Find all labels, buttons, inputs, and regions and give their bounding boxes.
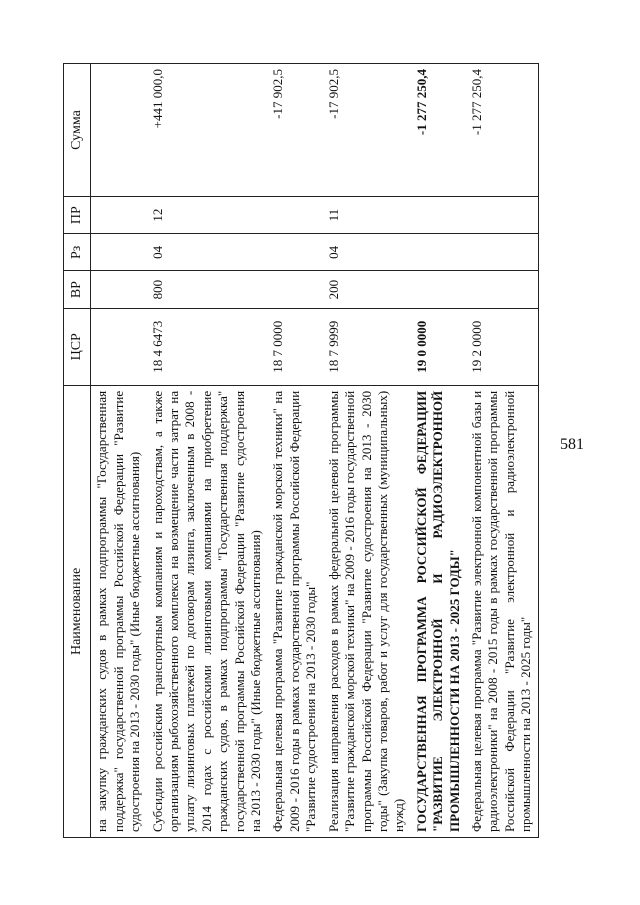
page-number: 581 xyxy=(560,436,584,453)
row-csr: 19 2 0000 xyxy=(466,308,538,385)
row-vr xyxy=(411,271,466,308)
row-pr xyxy=(91,197,147,234)
row-rz xyxy=(91,234,147,271)
header-vr: ВР xyxy=(64,271,91,308)
row-name: Федеральная целевая программа "Развитие электронной компонентной базы и радиоэлектроники" на 2008 - 2015 годы в рамках государственной программы Российской Федерации "Развитие электронной и радиоэлектронной промышленности на 2013 - 2025 годы" xyxy=(466,385,538,837)
row-rz xyxy=(466,234,538,271)
row-name: Федеральная целевая программа "Развитие гражданской морской техники" на 2009 - 2016 годы в рамках государственной программы Российской Федерации "Развитие судостроения на 2013 - 2030 годы" xyxy=(267,385,322,837)
row-vr xyxy=(466,271,538,308)
row-csr: 18 4 6473 xyxy=(147,308,268,385)
row-name: ГОСУДАРСТВЕННАЯ ПРОГРАММА РОССИЙСКОЙ ФЕДЕРАЦИИ "РАЗВИТИЕ ЭЛЕКТРОННОЙ И РАДИОЭЛЕКТРОННОЙ ПРОМЫШЛЕННОСТИ НА 2013 - 2025 ГОДЫ" xyxy=(411,385,466,837)
table-row-section xyxy=(411,64,466,838)
row-csr: 19 0 0000 xyxy=(411,308,466,385)
row-csr: 18 7 9999 xyxy=(323,308,411,385)
table-row xyxy=(323,64,411,838)
row-pr: 11 xyxy=(323,197,411,234)
row-csr xyxy=(91,308,147,385)
row-sum: -1 277 250,4 xyxy=(411,64,466,197)
table-header-row xyxy=(64,64,91,838)
header-rz: Рз xyxy=(64,234,91,271)
row-rz: 04 xyxy=(147,234,268,271)
header-csr: ЦСР xyxy=(64,308,91,385)
row-csr: 18 7 0000 xyxy=(267,308,322,385)
row-sum: -17 902,5 xyxy=(323,64,411,197)
header-pr: ПР xyxy=(64,197,91,234)
row-rz: 04 xyxy=(323,234,411,271)
row-name: Реализация направления расходов в рамках федеральной целевой программы "Развитие гражданской морской техники" на 2009 - 2016 годы государственной программы Российской Федерации "Развитие судостроения на 2013 - 2030 годы" (Закупка товаров, работ и услуг для государственных (муниципальных) нужд) xyxy=(323,385,411,837)
row-pr xyxy=(466,197,538,234)
row-name: Субсидии российским транспортным компаниям и пароходствам, а также организациям рыбохозяйственного комплекса на возмещение части затрат на уплату лизинговых платежей по договорам лизинга, заключенным в 2008 - 2014 годах с российскими лизинговыми компаниями на приобретение гражданских судов, в рамках подпрограммы "Государственная поддержка" государственной программы Российской Федерации "Развитие судостроения на 2013 - 2030 годы" (Иные бюджетные ассигнования) xyxy=(147,385,268,837)
row-vr xyxy=(267,271,322,308)
table-row xyxy=(267,64,322,838)
row-vr: 200 xyxy=(323,271,411,308)
row-sum xyxy=(91,64,147,197)
row-sum: +441 000,0 xyxy=(147,64,268,197)
row-pr: 12 xyxy=(147,197,268,234)
row-sum: -1 277 250,4 xyxy=(466,64,538,197)
row-pr xyxy=(411,197,466,234)
row-rz xyxy=(411,234,466,271)
header-sum: Сумма xyxy=(64,64,91,197)
row-name: на закупку гражданских судов в рамках подпрограммы "Государственная поддержка" государственной программы Российской Федерации "Развитие судостроения на 2013 - 2030 годы" (Иные бюджетные ассигнования) xyxy=(91,385,147,837)
row-rz xyxy=(267,234,322,271)
table-row xyxy=(147,64,268,838)
table-row xyxy=(91,64,147,838)
row-sum: -17 902,5 xyxy=(267,64,322,197)
row-vr: 800 xyxy=(147,271,268,308)
row-vr xyxy=(91,271,147,308)
row-pr xyxy=(267,197,322,234)
budget-table xyxy=(63,63,539,838)
table-row xyxy=(466,64,538,838)
header-name: Наименование xyxy=(64,385,91,837)
